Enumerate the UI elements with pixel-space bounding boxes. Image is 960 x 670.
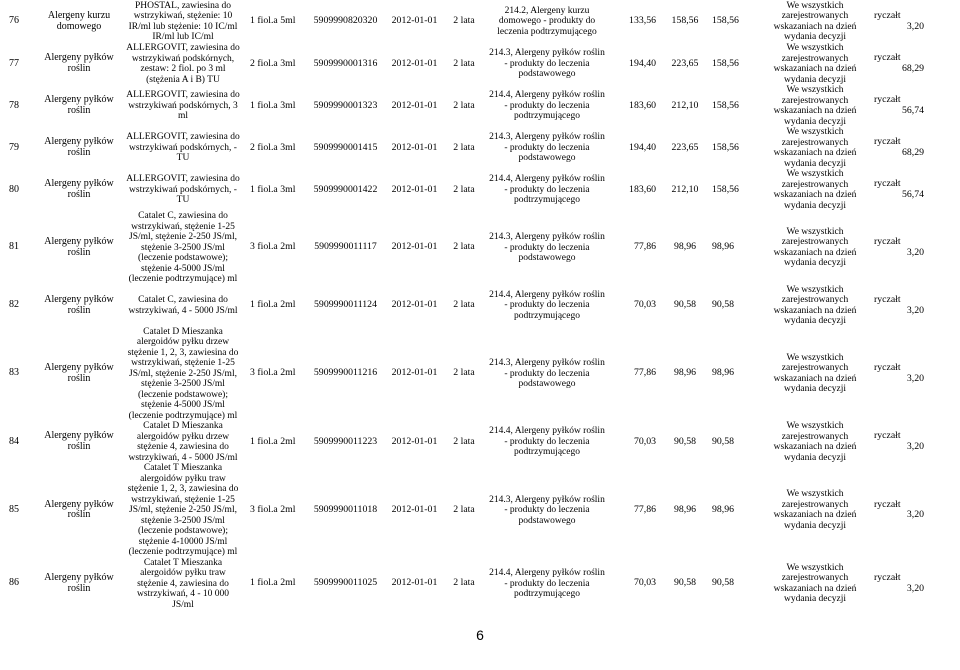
payment-level xyxy=(860,211,960,285)
validity-period: 2 lata xyxy=(453,503,475,515)
validity-period: 2 lata xyxy=(453,435,475,447)
limit-price: 158,56 xyxy=(712,183,739,195)
official-price: 183,60 xyxy=(629,99,656,111)
table-row xyxy=(0,0,960,43)
retail-price: 98,96 xyxy=(673,241,697,253)
official-price: 183,60 xyxy=(629,183,656,195)
product-description: Catalet T Mieszanka alergoidów pyłku traw stężenie 4, zawiesina do wstrzykiwań, 4 - 10 000 JS/ml xyxy=(136,557,230,610)
table-row xyxy=(0,285,960,327)
official-price: 194,40 xyxy=(629,141,656,153)
limit-group: 214.4, Alergeny pyłków roślin - produkty do leczenia podtrzymującego xyxy=(489,426,605,458)
limit-price: 90,58 xyxy=(712,435,735,447)
retail-price: 90,58 xyxy=(673,299,697,311)
product-description: ALLERGOVIT, zawiesina do wstrzykiwań podskórnych, - TU xyxy=(126,174,240,206)
payment-level: ryczałt xyxy=(874,498,901,510)
row-number: 77 xyxy=(9,57,19,69)
package: 1 fiol.a 2ml xyxy=(250,577,296,589)
row-number: 79 xyxy=(9,141,19,153)
limit-group: 214.2, Alergeny kurzu domowego - produkty do leczenia podtrzymującego xyxy=(497,5,597,37)
official-price: 70,03 xyxy=(633,299,656,311)
package: 3 fiol.a 2ml xyxy=(250,503,296,515)
page-number: 6 xyxy=(476,627,484,643)
ean-code: 5909990011223 xyxy=(313,435,378,447)
effective-date: 2012-01-01 xyxy=(391,241,438,253)
payment-level: ryczałt xyxy=(874,293,901,305)
product-description: Catalet C, zawiesina do wstrzykiwań, stężenie 1-25 JS/ml, stężenie 2-250 JS/ml, stężenie 3-2500 JS/ml (leczenie podstawowe); stężenie 4-5000 JS/ml (leczenie podtrzymujące) ml xyxy=(128,211,238,284)
ean-code: 5909990001316 xyxy=(313,57,378,69)
package: 1 fiol.a 3ml xyxy=(250,183,296,195)
payment-level: ryczałt xyxy=(874,362,901,374)
payment-level: ryczałt xyxy=(874,430,901,442)
official-price: 70,03 xyxy=(633,577,656,589)
validity-period: 2 lata xyxy=(453,299,475,311)
indication: We wszystkich zarejestrowanych wskazaniach na dzień wydania decyzji xyxy=(773,85,857,127)
indication: We wszystkich zarejestrowanych wskazaniach na dzień wydania decyzji xyxy=(773,0,857,42)
ean-code: 5909990011117 xyxy=(314,241,377,253)
payment-level: ryczałt xyxy=(874,52,901,64)
payment-level xyxy=(860,463,960,558)
limit-group: 214.3, Alergeny pyłków roślin - produkty do leczenia podstawowego xyxy=(489,132,605,164)
indication: We wszystkich zarejestrowanych wskazaniach na dzień wydania decyzji xyxy=(773,284,857,326)
indication: We wszystkich zarejestrowanych wskazaniach na dzień wydania decyzji xyxy=(773,127,857,169)
validity-period: 2 lata xyxy=(453,57,475,69)
limit-group: 214.4, Alergeny pyłków roślin - produkty do leczenia podtrzymującego xyxy=(489,568,605,599)
package: 3 fiol.a 2ml xyxy=(250,241,296,253)
limit-group: 214.4, Alergeny pyłków roślin - produkty do leczenia podtrzymującego xyxy=(489,289,605,321)
limit-price: 158,56 xyxy=(712,57,739,69)
product-description: ALLERGOVIT, zawiesina do wstrzykiwań podskórnych, zestaw: 2 fiol. po 3 ml (stężenia A i B) TU xyxy=(126,43,240,85)
ean-code: 5909990011025 xyxy=(313,577,378,589)
indication: We wszystkich zarejestrowanych wskazaniach na dzień wydania decyzji xyxy=(773,352,857,395)
payment-level xyxy=(860,285,960,327)
patient-copay: 3,20 xyxy=(906,441,924,452)
table-row xyxy=(0,463,960,558)
validity-period: 2 lata xyxy=(453,183,475,195)
payment-level: ryczałt xyxy=(874,136,901,148)
indication: We wszystkich zarejestrowanych wskazaniach na dzień wydania decyzji xyxy=(773,489,857,531)
limit-price: 98,96 xyxy=(712,241,735,253)
substance-name: Alergeny kurzu domowego xyxy=(47,9,111,32)
patient-copay: 3,20 xyxy=(906,372,924,384)
official-price: 77,86 xyxy=(633,367,656,379)
table-row xyxy=(0,169,960,211)
package: 1 fiol.a 2ml xyxy=(250,299,296,311)
validity-period: 2 lata xyxy=(453,15,475,27)
patient-copay: 3,20 xyxy=(906,582,924,594)
retail-price: 223,65 xyxy=(671,57,699,69)
limit-price: 158,56 xyxy=(712,15,739,27)
limit-group: 214.3, Alergeny pyłków roślin - produkty do leczenia podstawowego xyxy=(489,358,605,389)
patient-copay: 56,74 xyxy=(901,189,924,200)
patient-copay: 56,74 xyxy=(901,105,924,116)
package: 1 fiol.a 5ml xyxy=(250,15,296,27)
limit-group: 214.4, Alergeny pyłków roślin - produkty do leczenia podtrzymującego xyxy=(489,174,605,206)
limit-price: 158,56 xyxy=(712,99,739,111)
substance-name: Alergeny pyłków roślin xyxy=(44,430,114,452)
substance-name: Alergeny pyłków roślin xyxy=(44,178,114,200)
patient-copay: 3,20 xyxy=(906,304,924,316)
package: 2 fiol.a 3ml xyxy=(250,141,296,153)
table-row xyxy=(0,127,960,169)
payment-level: ryczałt xyxy=(874,9,901,21)
ean-code: 5909990011124 xyxy=(314,299,377,311)
effective-date: 2012-01-01 xyxy=(391,503,438,515)
limit-group: 214.3, Alergeny pyłków roślin - produkty do leczenia podstawowego xyxy=(489,494,605,526)
limit-group: 214.3, Alergeny pyłków roślin - produkty do leczenia podstawowego xyxy=(489,232,605,263)
product-description: Catalet T Mieszanka alergoidów pyłku traw stężenie 1, 2, 3, zawiesina do wstrzykiwań, stężenie 1-25 JS/ml, stężenie 2-250 JS/ml, stężenie 3-2500 JS/ml (leczenie podstawowe); stężenie 4-10000 JS/ml (leczenie podtrzymujące) ml xyxy=(127,463,239,557)
validity-period: 2 lata xyxy=(453,241,475,253)
effective-date: 2012-01-01 xyxy=(391,141,438,153)
substance-name: Alergeny pyłków roślin xyxy=(44,572,114,594)
product-description: Catalet D Mieszanka alergoidów pyłku drzew stężenie 1, 2, 3, zawiesina do wstrzykiwań, stężenie 1-25 JS/ml, stężenie 2-250 JS/ml, stężenie 3-2500 JS/ml (leczenie podstawowe); stężenie 4-5000 JS/ml (leczenie podtrzymujące) ml xyxy=(127,326,239,421)
ean-code: 5909990001422 xyxy=(313,183,378,195)
limit-price: 98,96 xyxy=(712,503,735,515)
payment-level xyxy=(860,43,960,85)
effective-date: 2012-01-01 xyxy=(391,15,438,27)
payment-level xyxy=(860,421,960,463)
ean-code: 5909990001415 xyxy=(313,141,378,153)
row-number: 84 xyxy=(9,435,19,447)
row-number: 82 xyxy=(9,299,19,311)
indication: We wszystkich zarejestrowanych wskazaniach na dzień wydania decyzji xyxy=(773,421,857,463)
payment-level xyxy=(860,327,960,422)
substance-name: Alergeny pyłków roślin xyxy=(44,498,114,521)
payment-level: ryczałt xyxy=(874,94,901,106)
patient-copay: 3,20 xyxy=(906,246,924,258)
substance-name: Alergeny pyłków roślin xyxy=(44,52,114,74)
retail-price: 90,58 xyxy=(673,577,697,589)
product-description: ALLERGOVIT, zawiesina do wstrzykiwań podskórnych, 3 ml xyxy=(126,90,240,122)
indication: We wszystkich zarejestrowanych wskazaniach na dzień wydania decyzji xyxy=(773,169,857,211)
retail-price: 98,96 xyxy=(673,367,697,379)
row-number: 76 xyxy=(9,15,19,27)
row-number: 80 xyxy=(9,183,19,195)
substance-name: Alergeny pyłków roślin xyxy=(44,94,114,116)
table-row xyxy=(0,327,960,422)
validity-period: 2 lata xyxy=(453,367,475,379)
package: 1 fiol.a 3ml xyxy=(250,99,296,111)
official-price: 133,56 xyxy=(629,15,656,27)
limit-price: 90,58 xyxy=(712,299,735,311)
substance-name: Alergeny pyłków roślin xyxy=(44,136,114,158)
retail-price: 223,65 xyxy=(671,141,699,153)
patient-copay: 68,29 xyxy=(901,147,924,158)
row-number: 78 xyxy=(9,99,19,111)
validity-period: 2 lata xyxy=(453,99,475,111)
package: 2 fiol.a 3ml xyxy=(250,57,296,69)
patient-copay: 3,20 xyxy=(906,509,924,521)
payment-level xyxy=(860,85,960,127)
limit-price: 90,58 xyxy=(712,577,735,589)
limit-price: 98,96 xyxy=(712,367,735,379)
table-row xyxy=(0,421,960,463)
indication: We wszystkich zarejestrowanych wskazaniach na dzień wydania decyzji xyxy=(773,226,857,269)
effective-date: 2012-01-01 xyxy=(391,577,438,589)
patient-copay: 3,20 xyxy=(906,20,924,32)
validity-period: 2 lata xyxy=(453,577,475,589)
retail-price: 212,10 xyxy=(671,183,699,195)
table-row xyxy=(0,211,960,285)
validity-period: 2 lata xyxy=(453,141,475,153)
payment-level: ryczałt xyxy=(874,236,901,248)
official-price: 77,86 xyxy=(633,503,656,515)
effective-date: 2012-01-01 xyxy=(391,367,438,379)
indication: We wszystkich zarejestrowanych wskazaniach na dzień wydania decyzji xyxy=(773,562,857,605)
retail-price: 158,56 xyxy=(671,15,699,27)
table-row xyxy=(0,85,960,127)
table-row xyxy=(0,43,960,85)
effective-date: 2012-01-01 xyxy=(391,435,438,447)
payment-level xyxy=(860,558,960,611)
row-number: 81 xyxy=(9,241,19,253)
ean-code: 5909990001323 xyxy=(313,99,378,111)
table-row xyxy=(0,558,960,611)
payment-level xyxy=(860,0,960,43)
product-description: ALLERGOVIT, zawiesina do wstrzykiwań podskórnych, - TU xyxy=(126,132,240,164)
limit-price: 158,56 xyxy=(712,141,739,153)
ean-code: 5909990011018 xyxy=(313,503,378,515)
ean-code: 5909990820320 xyxy=(313,15,378,27)
payment-level xyxy=(860,169,960,211)
substance-name: Alergeny pyłków roślin xyxy=(44,362,114,384)
row-number: 86 xyxy=(9,577,19,589)
substance-name: Alergeny pyłków roślin xyxy=(44,293,114,316)
product-description: Catalet D Mieszanka alergoidów pyłku drzew stężenie 4, zawiesina do wstrzykiwań, 4 - 5000 JS/ml xyxy=(128,421,238,463)
patient-copay: 68,29 xyxy=(901,63,924,74)
product-description: Catalet C, zawiesina do wstrzykiwań, 4 - 5000 JS/ml xyxy=(128,295,238,316)
package: 1 fiol.a 2ml xyxy=(250,435,296,447)
effective-date: 2012-01-01 xyxy=(391,57,438,69)
indication: We wszystkich zarejestrowanych wskazaniach na dzień wydania decyzji xyxy=(773,43,857,85)
effective-date: 2012-01-01 xyxy=(391,299,438,311)
retail-price: 98,96 xyxy=(673,503,697,515)
limit-group: 214.4, Alergeny pyłków roślin - produkty do leczenia podtrzymującego xyxy=(489,90,605,122)
payment-level xyxy=(860,127,960,169)
official-price: 194,40 xyxy=(629,57,656,69)
ean-code: 5909990011216 xyxy=(313,367,378,379)
row-number: 83 xyxy=(9,367,19,379)
retail-price: 90,58 xyxy=(673,435,697,447)
official-price: 70,03 xyxy=(633,435,656,447)
substance-name: Alergeny pyłków roślin xyxy=(44,236,114,258)
limit-group: 214.3, Alergeny pyłków roślin - produkty do leczenia podstawowego xyxy=(489,48,605,80)
package: 3 fiol.a 2ml xyxy=(250,367,296,379)
retail-price: 212,10 xyxy=(671,99,699,111)
row-number: 85 xyxy=(9,503,19,515)
payment-level: ryczałt xyxy=(874,178,901,190)
official-price: 77,86 xyxy=(633,241,656,253)
product-description: PHOSTAL, zawiesina do wstrzykiwań, stężenie: 10 IR/ml lub stężenie: 10 IC/ml IR/ml lub IC/ml xyxy=(128,0,238,42)
effective-date: 2012-01-01 xyxy=(391,99,438,111)
effective-date: 2012-01-01 xyxy=(391,183,438,195)
payment-level: ryczałt xyxy=(874,572,901,584)
